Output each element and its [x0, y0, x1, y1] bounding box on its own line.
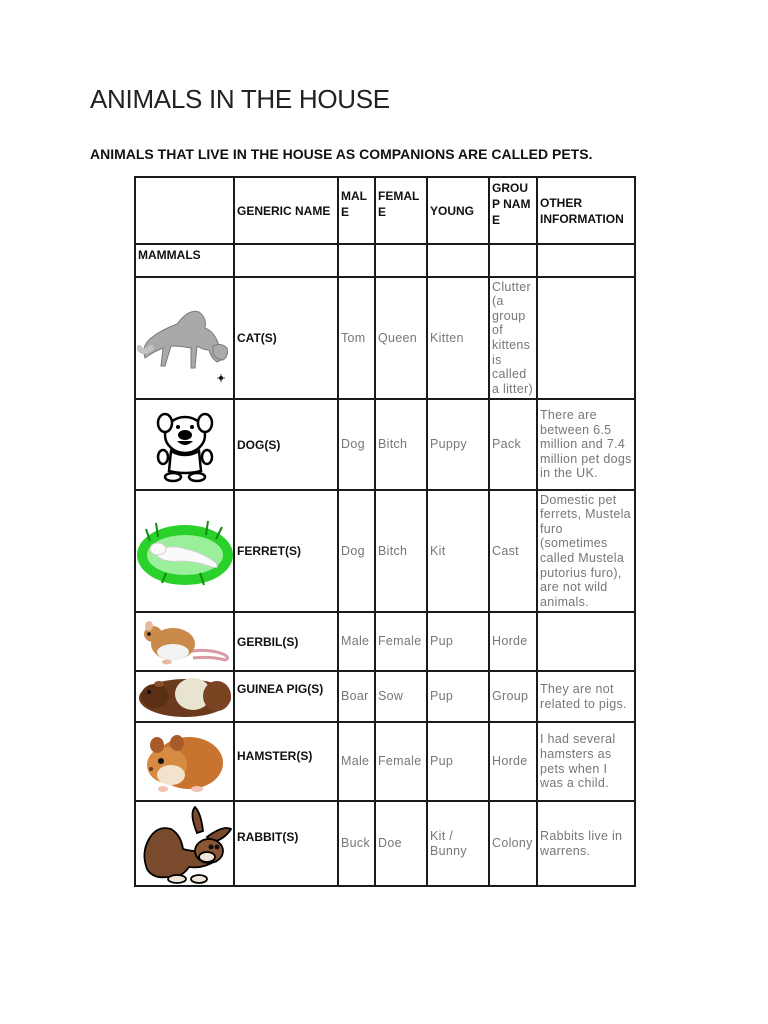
header-male: MALE [338, 177, 375, 244]
table-header-row [135, 177, 635, 244]
page-title: ANIMALS IN THE HOUSE [90, 84, 390, 114]
female-cell: Sow [375, 671, 427, 722]
group-cell: Pack [489, 399, 537, 490]
female-cell: Bitch [375, 490, 427, 612]
table-row [135, 671, 635, 722]
ferret-image [135, 490, 234, 612]
gerbil-image [135, 612, 234, 671]
young-cell: Pup [427, 722, 489, 801]
animal-name: GERBIL(S) [234, 612, 338, 671]
cat-image [135, 277, 234, 399]
female-cell: Doe [375, 801, 427, 886]
group-cell: Colony [489, 801, 537, 886]
table-row [135, 801, 635, 886]
female-cell: Female [375, 722, 427, 801]
young-cell: Kit [427, 490, 489, 612]
table-row [135, 277, 635, 399]
other-info-cell: There are between 6.5 million and 7.4 million pet dogs in the UK. [537, 399, 635, 490]
young-cell: Puppy [427, 399, 489, 490]
table-row [135, 612, 635, 671]
male-cell: Dog [338, 399, 375, 490]
table-row [135, 399, 635, 490]
table-row [135, 490, 635, 612]
header-other-information: OTHER INFORMATION [537, 177, 635, 244]
other-info-cell [537, 612, 635, 671]
other-info-cell: Rabbits live in warrens. [537, 801, 635, 886]
other-info-cell: They are not related to pigs. [537, 671, 635, 722]
animal-name: DOG(S) [234, 399, 338, 490]
animal-name: RABBIT(S) [234, 801, 338, 886]
group-cell: Horde [489, 722, 537, 801]
header-young: YOUNG [427, 177, 489, 244]
other-info-cell [537, 277, 635, 399]
guinea-pig-image [135, 671, 234, 722]
male-cell: Male [338, 722, 375, 801]
animal-name: HAMSTER(S) [234, 722, 338, 801]
young-cell: Pup [427, 612, 489, 671]
male-cell: Dog [338, 490, 375, 612]
male-cell: Boar [338, 671, 375, 722]
young-cell: Pup [427, 671, 489, 722]
female-cell: Bitch [375, 399, 427, 490]
male-cell: Tom [338, 277, 375, 399]
category-row [135, 244, 635, 277]
female-cell: Female [375, 612, 427, 671]
page-subtitle: ANIMALS THAT LIVE IN THE HOUSE AS COMPANIONS ARE CALLED PETS. [90, 146, 593, 162]
group-cell: Clutter (a group of kittens is called a litter) [489, 277, 537, 399]
category-label: MAMMALS [135, 244, 234, 277]
group-cell: Group [489, 671, 537, 722]
animal-name: GUINEA PIG(S) [234, 671, 338, 722]
group-cell: Horde [489, 612, 537, 671]
other-info-cell: Domestic pet ferrets, Mustela furo (sometimes called Mustela putorius furo), are not wild animals. [537, 490, 635, 612]
header-generic-name: GENERIC NAME [234, 177, 338, 244]
header-image [135, 177, 234, 244]
female-cell: Queen [375, 277, 427, 399]
animals-table [134, 176, 636, 887]
dog-image [135, 399, 234, 490]
hamster-image [135, 722, 234, 801]
male-cell: Buck [338, 801, 375, 886]
header-group-name: GROUP NAME [489, 177, 537, 244]
young-cell: Kitten [427, 277, 489, 399]
animal-name: CAT(S) [234, 277, 338, 399]
male-cell: Male [338, 612, 375, 671]
young-cell: Kit / Bunny [427, 801, 489, 886]
header-female: FEMALE [375, 177, 427, 244]
animal-name: FERRET(S) [234, 490, 338, 612]
rabbit-image [135, 801, 234, 886]
other-info-cell: I had several hamsters as pets when I was a child. [537, 722, 635, 801]
group-cell: Cast [489, 490, 537, 612]
table-row [135, 722, 635, 801]
